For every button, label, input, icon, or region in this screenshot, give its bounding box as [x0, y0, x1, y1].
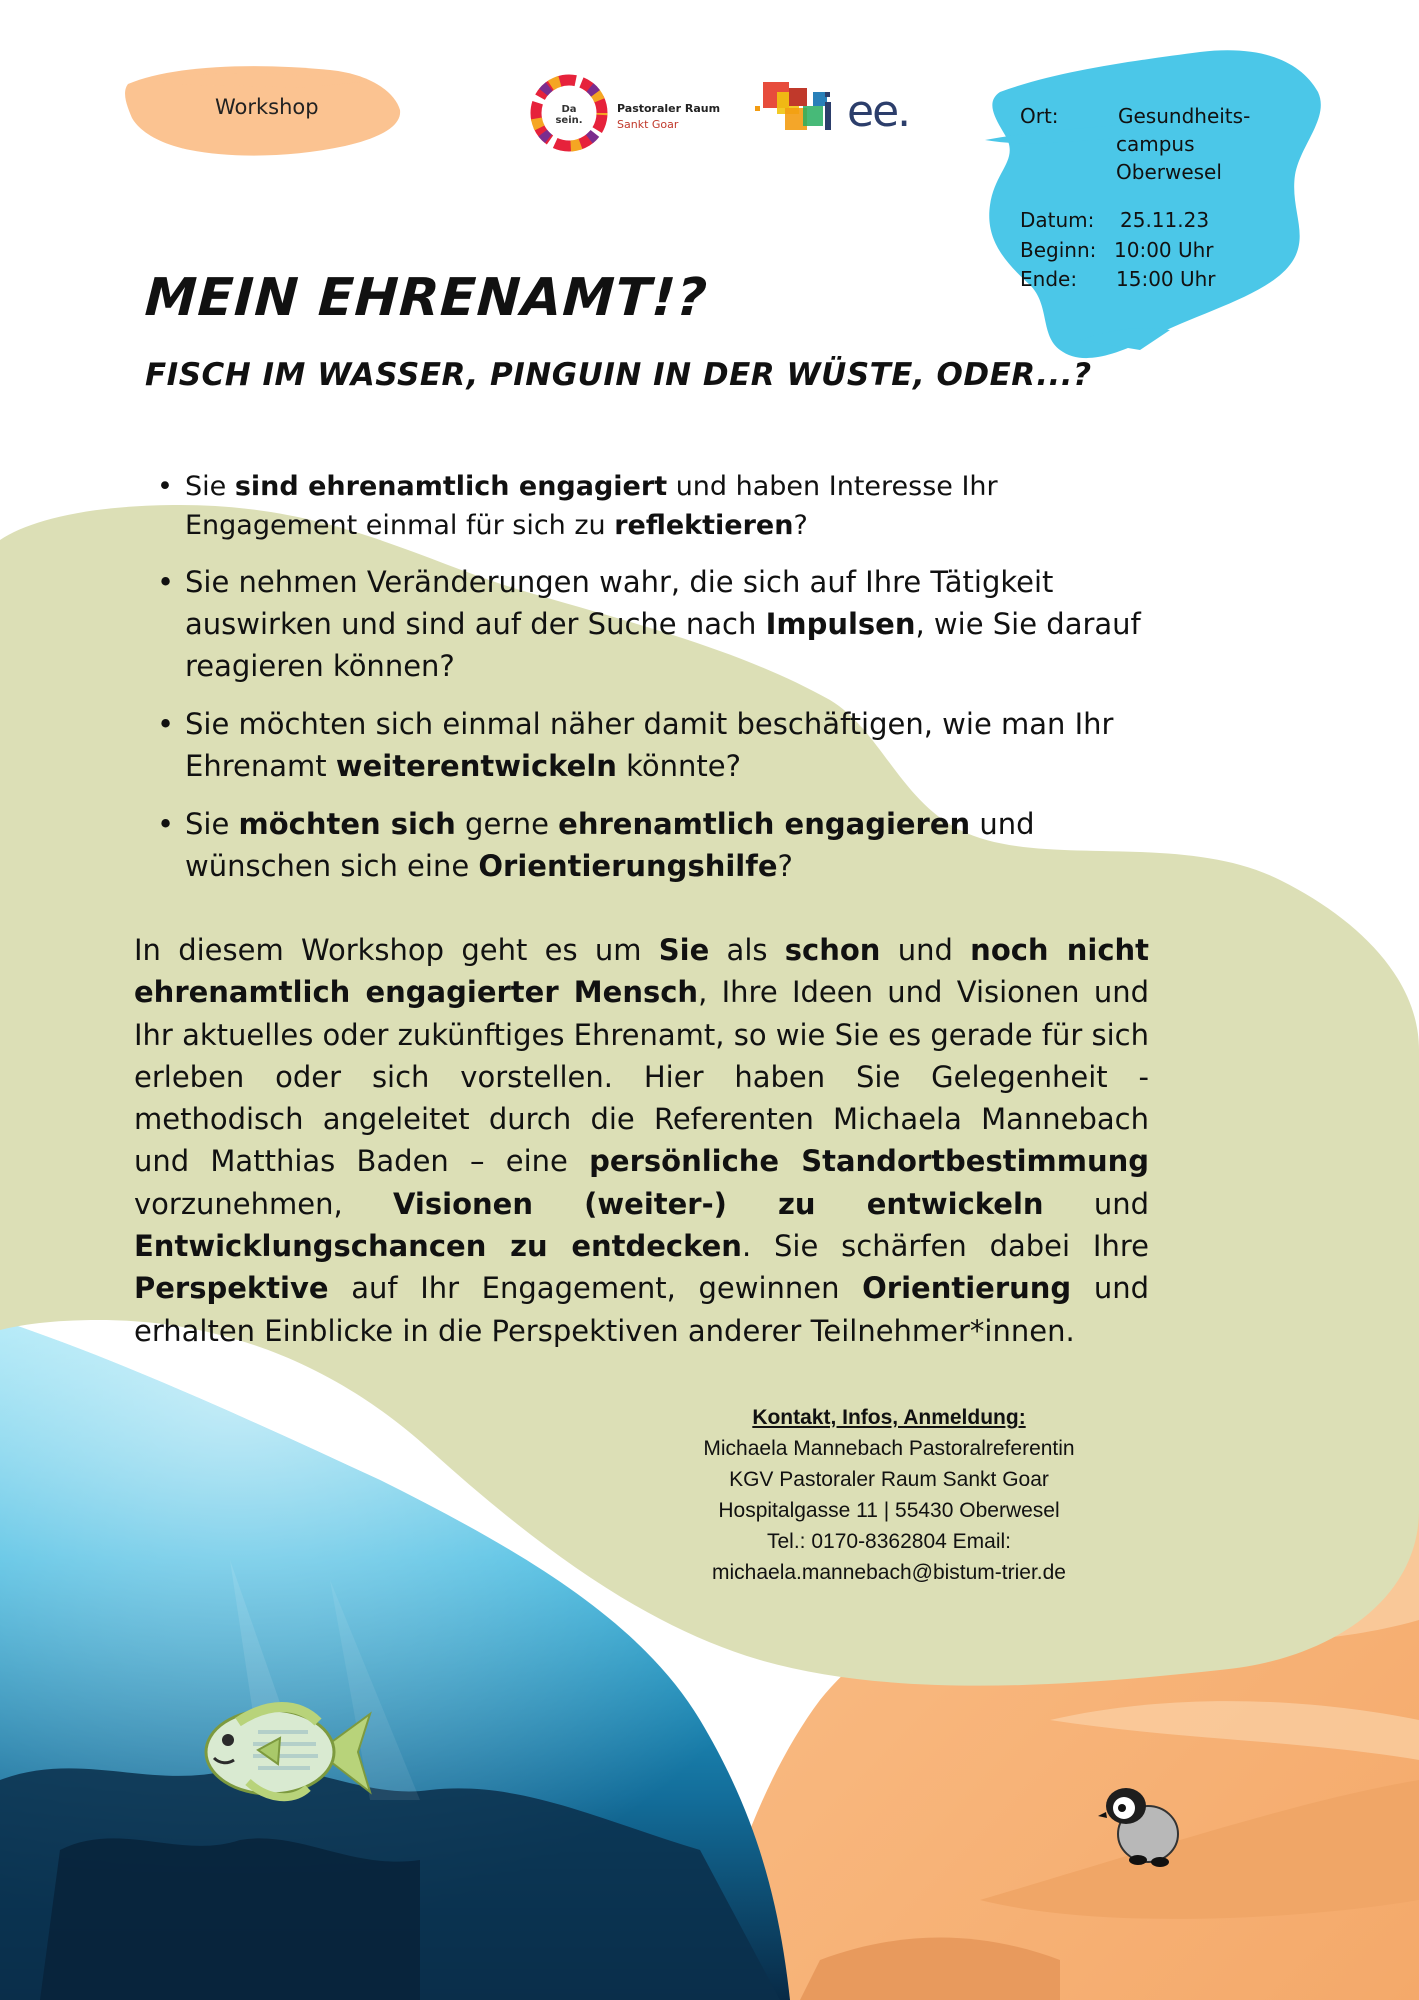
page-title: MEIN EHRENAMT!?: [143, 268, 710, 328]
beginn-value: 10:00 Uhr: [1114, 238, 1214, 262]
contact-name: Michaela Mannebach Pastoralreferentin: [703, 1437, 1075, 1460]
beginn-label: Beginn:: [1020, 238, 1097, 262]
ende-label: Ende:: [1020, 267, 1078, 291]
contact-organization: KGV Pastoraler Raum Sankt Goar: [729, 1468, 1049, 1491]
ende-value: 15:00 Uhr: [1116, 267, 1216, 291]
fish-icon: [198, 1692, 378, 1812]
contact-address: Hospitalgasse 11 | 55430 Oberwesel: [718, 1499, 1060, 1522]
ort-line-3: Oberwesel: [1116, 160, 1222, 184]
ee-logo: [755, 78, 910, 148]
ort-label: Ort:: [1020, 104, 1059, 128]
page-subtitle: FISCH IM WASSER, PINGUIN IN DER WÜSTE, ODER...?: [145, 357, 1092, 393]
contact-email[interactable]: michaela.mannebach@bistum-trier.de: [712, 1561, 1066, 1584]
ort-line-1: Gesundheits-: [1118, 104, 1251, 128]
bullet-item-3: • Sie möchten sich einmal näher damit beschäftigen, wie man Ihr Ehrenamt weiterentwickeln könnte?: [155, 703, 1145, 787]
ring-logo-title: Pastoraler Raum: [617, 102, 721, 115]
datum-value: 25.11.23: [1120, 208, 1210, 232]
ort-line-2: campus: [1116, 132, 1195, 156]
bullet-list: [155, 467, 1145, 887]
contact-phone: Tel.: 0170-8362804 Email:: [767, 1530, 1011, 1553]
penguin-icon: [1098, 1782, 1188, 1868]
contact-block: [654, 1402, 1124, 1588]
workshop-tag: Workshop: [215, 95, 319, 119]
pastoraler-raum-logo: [525, 70, 721, 156]
datum-label: Datum:: [1020, 208, 1095, 232]
ring-logo-inner-text: Da sein.: [555, 104, 583, 126]
bullet-item-1: • Sie sind ehrenamtlich engagiert und haben Interesse Ihr Engagement einmal für sich zu reflektieren?: [155, 467, 1145, 545]
ring-logo-subtitle: Sankt Goar: [617, 118, 679, 131]
workshop-description: In diesem Workshop geht es um Sie als schon und noch nicht ehrenamtlich engagierter Mensch, Ihre Ideen und Visionen und Ihr aktuelles oder zukünftiges Ehrenamt, so wie Sie es gerade für sich erleben oder sich vorstellen. Hier haben Sie Gelegenheit - methodisch angeleitet durch die Referenten Michaela Mannebach und Matthias Baden – eine persönliche Standortbestimmung vorzunehmen, Visionen (weiter-) zu entwickeln und Entwicklungschancen zu entdecken. Sie schärfen dabei Ihre Perspektive auf Ihr Engagement, gewinnen Orientierung und erhalten Einblicke in die Perspektiven anderer Teilnehmer*innen.: [134, 933, 1150, 1348]
info-brush: [989, 50, 1321, 358]
bullet-item-2: • Sie nehmen Veränderungen wahr, die sich auf Ihre Tätigkeit auswirken und sind auf der Suche nach Impulsen, wie Sie darauf reagieren können?: [155, 561, 1145, 687]
ee-logo-text: ee.: [847, 86, 910, 137]
bullet-item-4: • Sie möchten sich gerne ehrenamtlich engagieren und wünschen sich eine Orientierungshilfe?: [155, 803, 1145, 887]
contact-heading: Kontakt, Infos, Anmeldung:: [752, 1406, 1026, 1429]
